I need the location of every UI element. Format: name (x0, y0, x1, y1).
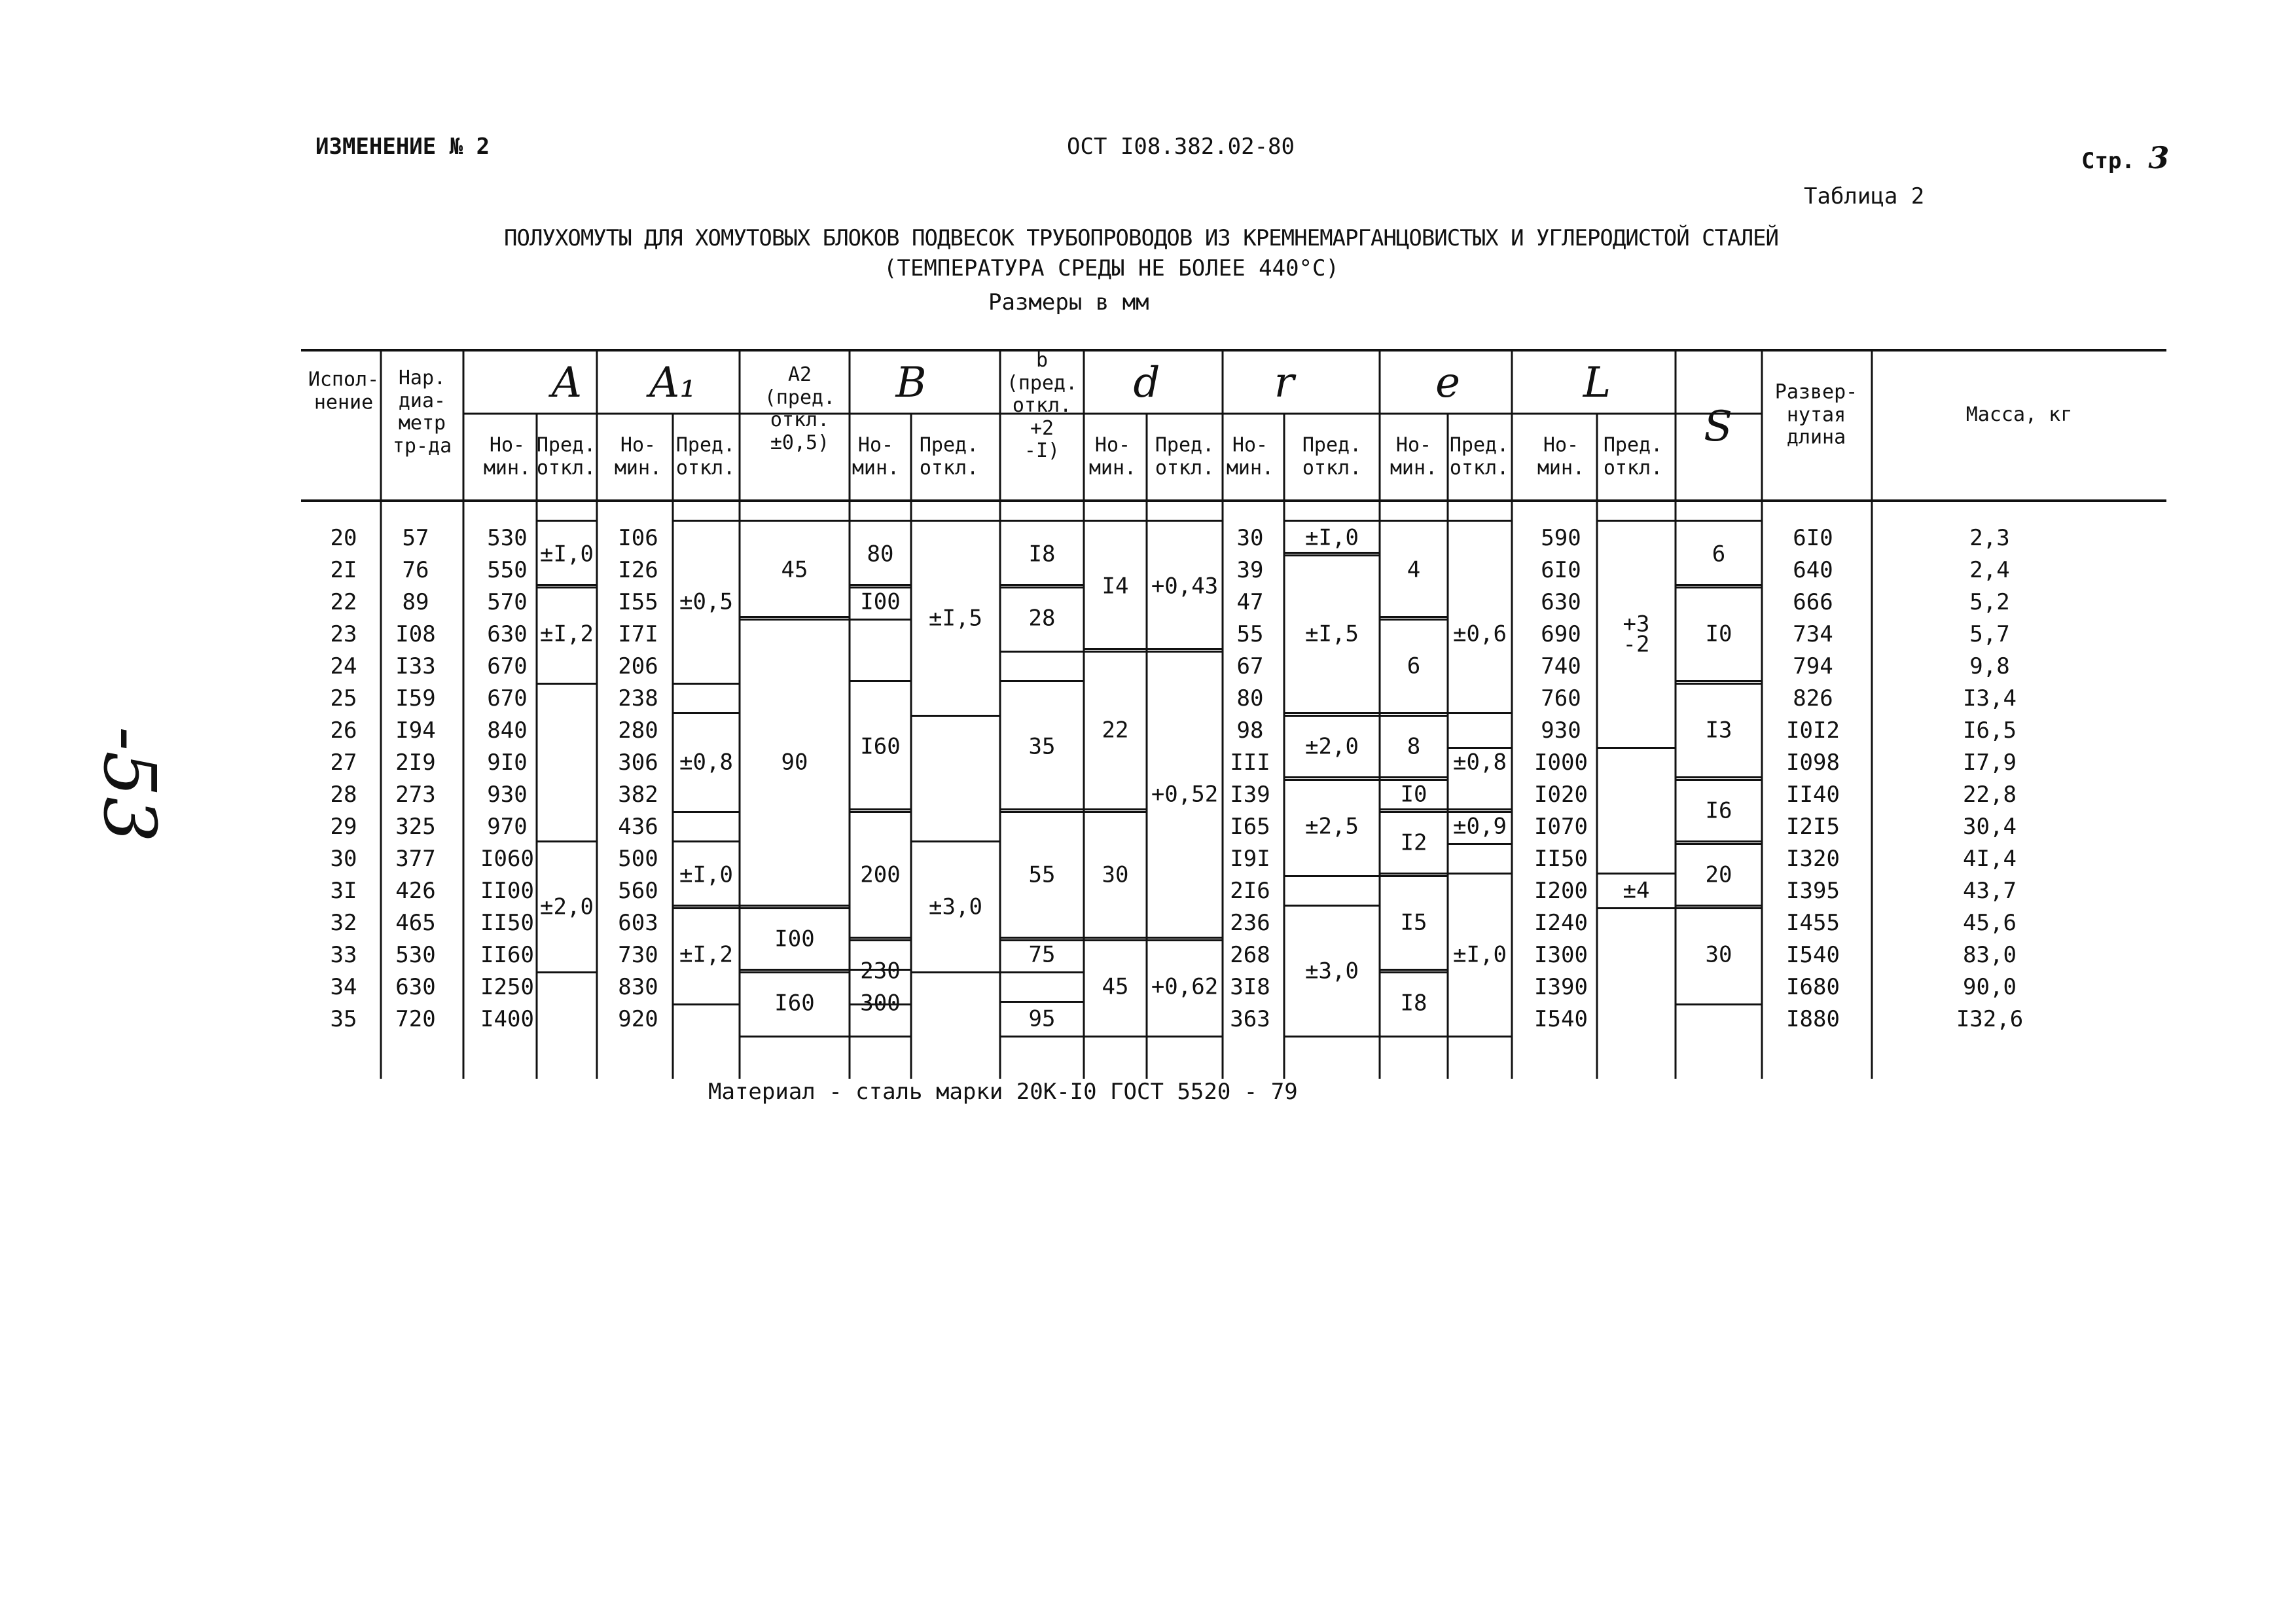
cell-A_nom: II60 (480, 942, 534, 968)
cell-S: 30 (1705, 941, 1732, 968)
header-A2: A2 (пред. откл. ±0,5) (764, 363, 836, 454)
table-subtitle: (ТЕМПЕРАТУРА СРЕДЫ НЕ БОЛЕЕ 440°C) (884, 255, 1339, 281)
cell-S: I0 (1705, 621, 1732, 647)
cell-massa: I7,9 (1963, 749, 2017, 776)
cell-nar_diam: 325 (395, 814, 436, 840)
subheader-pred-L: Пред. откл. (1603, 433, 1663, 479)
cell-A_nom: 530 (487, 525, 528, 551)
cell-A1_nom: 920 (618, 1006, 658, 1032)
header-A: A (551, 359, 583, 407)
cell-A1_nom: 730 (618, 942, 658, 968)
cell-L_nom: I070 (1534, 814, 1588, 840)
header-ispolnenie: Испол- нение (308, 368, 380, 414)
cell-r_nom: 2I6 (1230, 878, 1270, 904)
cell-nar_diam: 465 (395, 910, 436, 936)
cell-massa: 5,7 (1969, 621, 2010, 647)
header-razv-length: Развер- нутая длина (1774, 380, 1858, 449)
cell-A1_nom: 306 (618, 749, 658, 776)
cell-e-nom: 8 (1407, 733, 1421, 760)
cell-e-pred: ±0,8 (1453, 749, 1507, 776)
cell-r_nom: 55 (1236, 621, 1264, 647)
cell-razv: 666 (1793, 589, 1833, 615)
units-note: Размеры в мм (988, 289, 1149, 316)
cell-ispolnenie: 27 (330, 749, 357, 776)
cell-massa: 2,4 (1969, 557, 2010, 583)
cell-ispolnenie: 24 (330, 653, 357, 679)
cell-A_nom: 670 (487, 685, 528, 712)
cell-d-pred: +0,62 (1151, 973, 1219, 1000)
cell-massa: 4I,4 (1963, 846, 2017, 872)
cell-massa: 30,4 (1963, 814, 2017, 840)
cell-r-pred: ±3,0 (1305, 958, 1359, 984)
cell-massa: I32,6 (1956, 1006, 2024, 1032)
cell-ispolnenie: 29 (330, 814, 357, 840)
header-r: r (1274, 359, 1295, 407)
subheader-pred-d: Пред. откл. (1155, 433, 1215, 479)
cell-L_nom: 690 (1541, 621, 1581, 647)
cell-nar_diam: 273 (395, 782, 436, 808)
cell-e-nom: I5 (1400, 909, 1427, 936)
cell-massa: 22,8 (1963, 782, 2017, 808)
cell-nar_diam: 89 (402, 589, 429, 615)
cell-B-nom: 80 (867, 541, 894, 568)
cell-A1_nom: I55 (618, 589, 658, 615)
cell-massa: 43,7 (1963, 878, 2017, 904)
cell-razv: 826 (1793, 685, 1833, 712)
cell-massa: I3,4 (1963, 685, 2017, 712)
page-label: Стр. (2081, 148, 2135, 174)
cell-r-pred: ±2,5 (1305, 813, 1359, 840)
cell-A-pred: ±2,0 (540, 893, 594, 920)
cell-razv: I2I5 (1786, 814, 1840, 840)
cell-A-pred: ±I,2 (540, 621, 594, 647)
subheader-pred-B: Пред. откл. (919, 433, 979, 479)
cell-r_nom: III (1230, 749, 1270, 776)
page-number-value: 3 (2148, 140, 2170, 175)
cell-A2: I00 (774, 926, 815, 952)
cell-A2: 90 (781, 749, 808, 776)
subheader-pred-A1: Пред. откл. (675, 433, 736, 479)
cell-r_nom: I39 (1230, 782, 1270, 808)
cell-B-nom: I60 (860, 733, 901, 760)
cell-d-nom: 22 (1102, 717, 1129, 744)
cell-B-nom: 200 (860, 861, 901, 888)
cell-massa: I6,5 (1963, 717, 2017, 744)
cell-b: 28 (1028, 605, 1056, 632)
cell-r_nom: 268 (1230, 942, 1270, 968)
cell-ispolnenie: 2I (330, 557, 357, 583)
cell-r_nom: 98 (1236, 717, 1264, 744)
cell-L_nom: I020 (1534, 782, 1588, 808)
cell-ispolnenie: 23 (330, 621, 357, 647)
cell-massa: 90,0 (1963, 974, 2017, 1000)
header-nar-diameter: Нар. диа- метр тр-да (392, 367, 452, 458)
cell-d-pred: +0,43 (1151, 573, 1219, 600)
cell-r_nom: 47 (1236, 589, 1264, 615)
cell-razv: I098 (1786, 749, 1840, 776)
cell-L_nom: 6I0 (1541, 557, 1581, 583)
header-A1: A₁ (649, 359, 696, 407)
header-L: L (1583, 359, 1611, 407)
cell-nar_diam: 2I9 (395, 749, 436, 776)
cell-A_nom: I060 (480, 846, 534, 872)
cell-A1-pred: ±0,8 (679, 749, 733, 776)
cell-ispolnenie: 28 (330, 782, 357, 808)
cell-massa: 2,3 (1969, 525, 2010, 551)
header-S: S (1704, 403, 1732, 451)
cell-ispolnenie: 25 (330, 685, 357, 712)
cell-A1-pred: ±0,5 (679, 588, 733, 615)
cell-razv: I395 (1786, 878, 1840, 904)
cell-A2: 45 (781, 556, 808, 583)
cell-L_nom: I300 (1534, 942, 1588, 968)
cell-A1_nom: 603 (618, 910, 658, 936)
cell-r_nom: I65 (1230, 814, 1270, 840)
cell-L-pred: ±4 (1623, 877, 1650, 904)
cell-e-pred: ±0,6 (1453, 621, 1507, 647)
cell-A1_nom: 830 (618, 974, 658, 1000)
cell-razv: I0I2 (1786, 717, 1840, 744)
cell-ispolnenie: 20 (330, 525, 357, 551)
cell-b: 55 (1028, 861, 1056, 888)
cell-nar_diam: 76 (402, 557, 429, 583)
cell-S: 20 (1705, 861, 1732, 888)
cell-nar_diam: 720 (395, 1006, 436, 1032)
cell-ispolnenie: 32 (330, 910, 357, 936)
cell-L_nom: 590 (1541, 525, 1581, 551)
cell-L_nom: I000 (1534, 749, 1588, 776)
cell-ispolnenie: 35 (330, 1006, 357, 1032)
cell-S: I6 (1705, 797, 1732, 824)
cell-A_nom: I400 (480, 1006, 534, 1032)
cell-e-nom: I8 (1400, 990, 1427, 1017)
cell-A1_nom: 436 (618, 814, 658, 840)
cell-nar_diam: I94 (395, 717, 436, 744)
cell-ispolnenie: 33 (330, 942, 357, 968)
cell-r_nom: 236 (1230, 910, 1270, 936)
cell-nar_diam: I08 (395, 621, 436, 647)
cell-e-pred: ±I,0 (1453, 941, 1507, 968)
cell-A_nom: 9I0 (487, 749, 528, 776)
cell-L_nom: I240 (1534, 910, 1588, 936)
cell-massa: 9,8 (1969, 653, 2010, 679)
cell-nar_diam: 530 (395, 942, 436, 968)
cell-ispolnenie: 34 (330, 974, 357, 1000)
cell-A_nom: 550 (487, 557, 528, 583)
cell-L_nom: 740 (1541, 653, 1581, 679)
cell-razv: 734 (1793, 621, 1833, 647)
cell-B-nom: 300 (860, 990, 901, 1017)
cell-e-pred: ±0,9 (1453, 813, 1507, 840)
header-d: d (1133, 359, 1160, 407)
cell-nar_diam: 426 (395, 878, 436, 904)
header-B: B (895, 359, 927, 407)
cell-r_nom: 30 (1236, 525, 1264, 551)
cell-A1_nom: I7I (618, 621, 658, 647)
cell-A_nom: 970 (487, 814, 528, 840)
cell-e-nom: 4 (1407, 556, 1421, 583)
cell-e-nom: 6 (1407, 653, 1421, 679)
cell-A-pred: ±I,0 (540, 541, 594, 568)
cell-razv: I680 (1786, 974, 1840, 1000)
cell-d-pred: +0,52 (1151, 781, 1219, 808)
cell-e-nom: I0 (1400, 781, 1427, 808)
cell-S: I3 (1705, 717, 1732, 744)
subheader-nom-A: Но- мин. (483, 433, 531, 479)
cell-nar_diam: 630 (395, 974, 436, 1000)
subheader-nom-L: Но- мин. (1537, 433, 1585, 479)
subheader-nom-e: Но- мин. (1390, 433, 1438, 479)
subheader-nom-B: Но- мин. (852, 433, 900, 479)
cell-d-nom: I4 (1102, 573, 1129, 600)
cell-L_nom: I540 (1534, 1006, 1588, 1032)
cell-A1_nom: I26 (618, 557, 658, 583)
cell-A1-pred: ±I,0 (679, 861, 733, 888)
cell-B-nom: I00 (860, 588, 901, 615)
cell-razv: 640 (1793, 557, 1833, 583)
cell-A1_nom: 238 (618, 685, 658, 712)
cell-nar_diam: I59 (395, 685, 436, 712)
cell-r-pred: ±I,5 (1305, 621, 1359, 647)
cell-r-pred: ±2,0 (1305, 733, 1359, 760)
cell-r_nom: 3I8 (1230, 974, 1270, 1000)
cell-d-nom: 45 (1102, 973, 1129, 1000)
cell-nar_diam: 377 (395, 846, 436, 872)
cell-r_nom: 80 (1236, 685, 1264, 712)
cell-A_nom: 570 (487, 589, 528, 615)
cell-A1_nom: 206 (618, 653, 658, 679)
cell-r_nom: 363 (1230, 1006, 1270, 1032)
cell-razv: II40 (1786, 782, 1840, 808)
cell-B-pred: ±I,5 (929, 605, 982, 632)
cell-ispolnenie: 30 (330, 846, 357, 872)
cell-A1_nom: 560 (618, 878, 658, 904)
table-title: ПОЛУХОМУТЫ ДЛЯ ХОМУТОВЫХ БЛОКОВ ПОДВЕСОК ТРУБОПРОВОДОВ ИЗ КРЕМНЕМАРГАНЦОВИСТЫХ И УГЛЕРОДИСТОЙ СТАЛЕЙ (504, 225, 1778, 251)
cell-A1_nom: 280 (618, 717, 658, 744)
cell-S: 6 (1712, 541, 1726, 568)
cell-A_nom: 840 (487, 717, 528, 744)
margin-page-mark: -53 (88, 727, 171, 843)
standard-code: ОСТ I08.382.02-80 (1067, 134, 1295, 160)
cell-ispolnenie: 3I (330, 878, 357, 904)
cell-massa: 45,6 (1963, 910, 2017, 936)
cell-L_nom: I200 (1534, 878, 1588, 904)
cell-b: 75 (1028, 941, 1056, 968)
cell-razv: I455 (1786, 910, 1840, 936)
cell-A2: I60 (774, 990, 815, 1017)
cell-L_nom: 760 (1541, 685, 1581, 712)
cell-L-pred: +3 -2 (1623, 611, 1650, 657)
cell-A1_nom: 500 (618, 846, 658, 872)
cell-A_nom: 630 (487, 621, 528, 647)
material-note: Материал - сталь марки 20К-I0 ГОСТ 5520 - 79 (708, 1079, 1298, 1105)
table-label: Таблица 2 (1804, 183, 1925, 209)
cell-razv: I540 (1786, 942, 1840, 968)
cell-r_nom: 67 (1236, 653, 1264, 679)
cell-L_nom: 630 (1541, 589, 1581, 615)
cell-A1_nom: 382 (618, 782, 658, 808)
cell-r_nom: I9I (1230, 846, 1270, 872)
cell-B-pred: ±3,0 (929, 893, 982, 920)
cell-e-nom: I2 (1400, 829, 1427, 856)
cell-ispolnenie: 26 (330, 717, 357, 744)
cell-A_nom: I250 (480, 974, 534, 1000)
subheader-pred-r: Пред. откл. (1302, 433, 1362, 479)
cell-b: I8 (1028, 541, 1056, 568)
change-number: ИЗМЕНЕНИЕ № 2 (315, 134, 490, 160)
cell-A_nom: 930 (487, 782, 528, 808)
cell-razv: I880 (1786, 1006, 1840, 1032)
cell-b: 95 (1028, 1005, 1056, 1032)
cell-A1-pred: ±I,2 (679, 941, 733, 968)
cell-A_nom: 670 (487, 653, 528, 679)
cell-A_nom: II00 (480, 878, 534, 904)
cell-nar_diam: 57 (402, 525, 429, 551)
cell-razv: I320 (1786, 846, 1840, 872)
cell-d-nom: 30 (1102, 861, 1129, 888)
cell-b: 35 (1028, 733, 1056, 760)
cell-A_nom: II50 (480, 910, 534, 936)
cell-nar_diam: I33 (395, 653, 436, 679)
subheader-nom-A1: Но- мин. (614, 433, 662, 479)
cell-B-nom: 230 (860, 958, 901, 984)
cell-razv: 794 (1793, 653, 1833, 679)
subheader-nom-d: Но- мин. (1088, 433, 1137, 479)
cell-L_nom: 930 (1541, 717, 1581, 744)
subheader-pred-A: Пред. откл. (536, 433, 596, 479)
cell-r_nom: 39 (1236, 557, 1264, 583)
header-e: e (1435, 359, 1460, 407)
cell-massa: 83,0 (1963, 942, 2017, 968)
cell-r-pred: ±I,0 (1305, 524, 1359, 551)
cell-ispolnenie: 22 (330, 589, 357, 615)
cell-razv: 6I0 (1793, 525, 1833, 551)
subheader-nom-r: Но- мин. (1226, 433, 1274, 479)
header-massa: Масса, кг (1965, 403, 2073, 426)
cell-L_nom: I390 (1534, 974, 1588, 1000)
header-b: b (пред. откл. +2 -I) (1006, 348, 1078, 462)
cell-massa: 5,2 (1969, 589, 2010, 615)
cell-L_nom: II50 (1534, 846, 1588, 872)
subheader-pred-e: Пред. откл. (1449, 433, 1509, 479)
cell-A1_nom: I06 (618, 525, 658, 551)
